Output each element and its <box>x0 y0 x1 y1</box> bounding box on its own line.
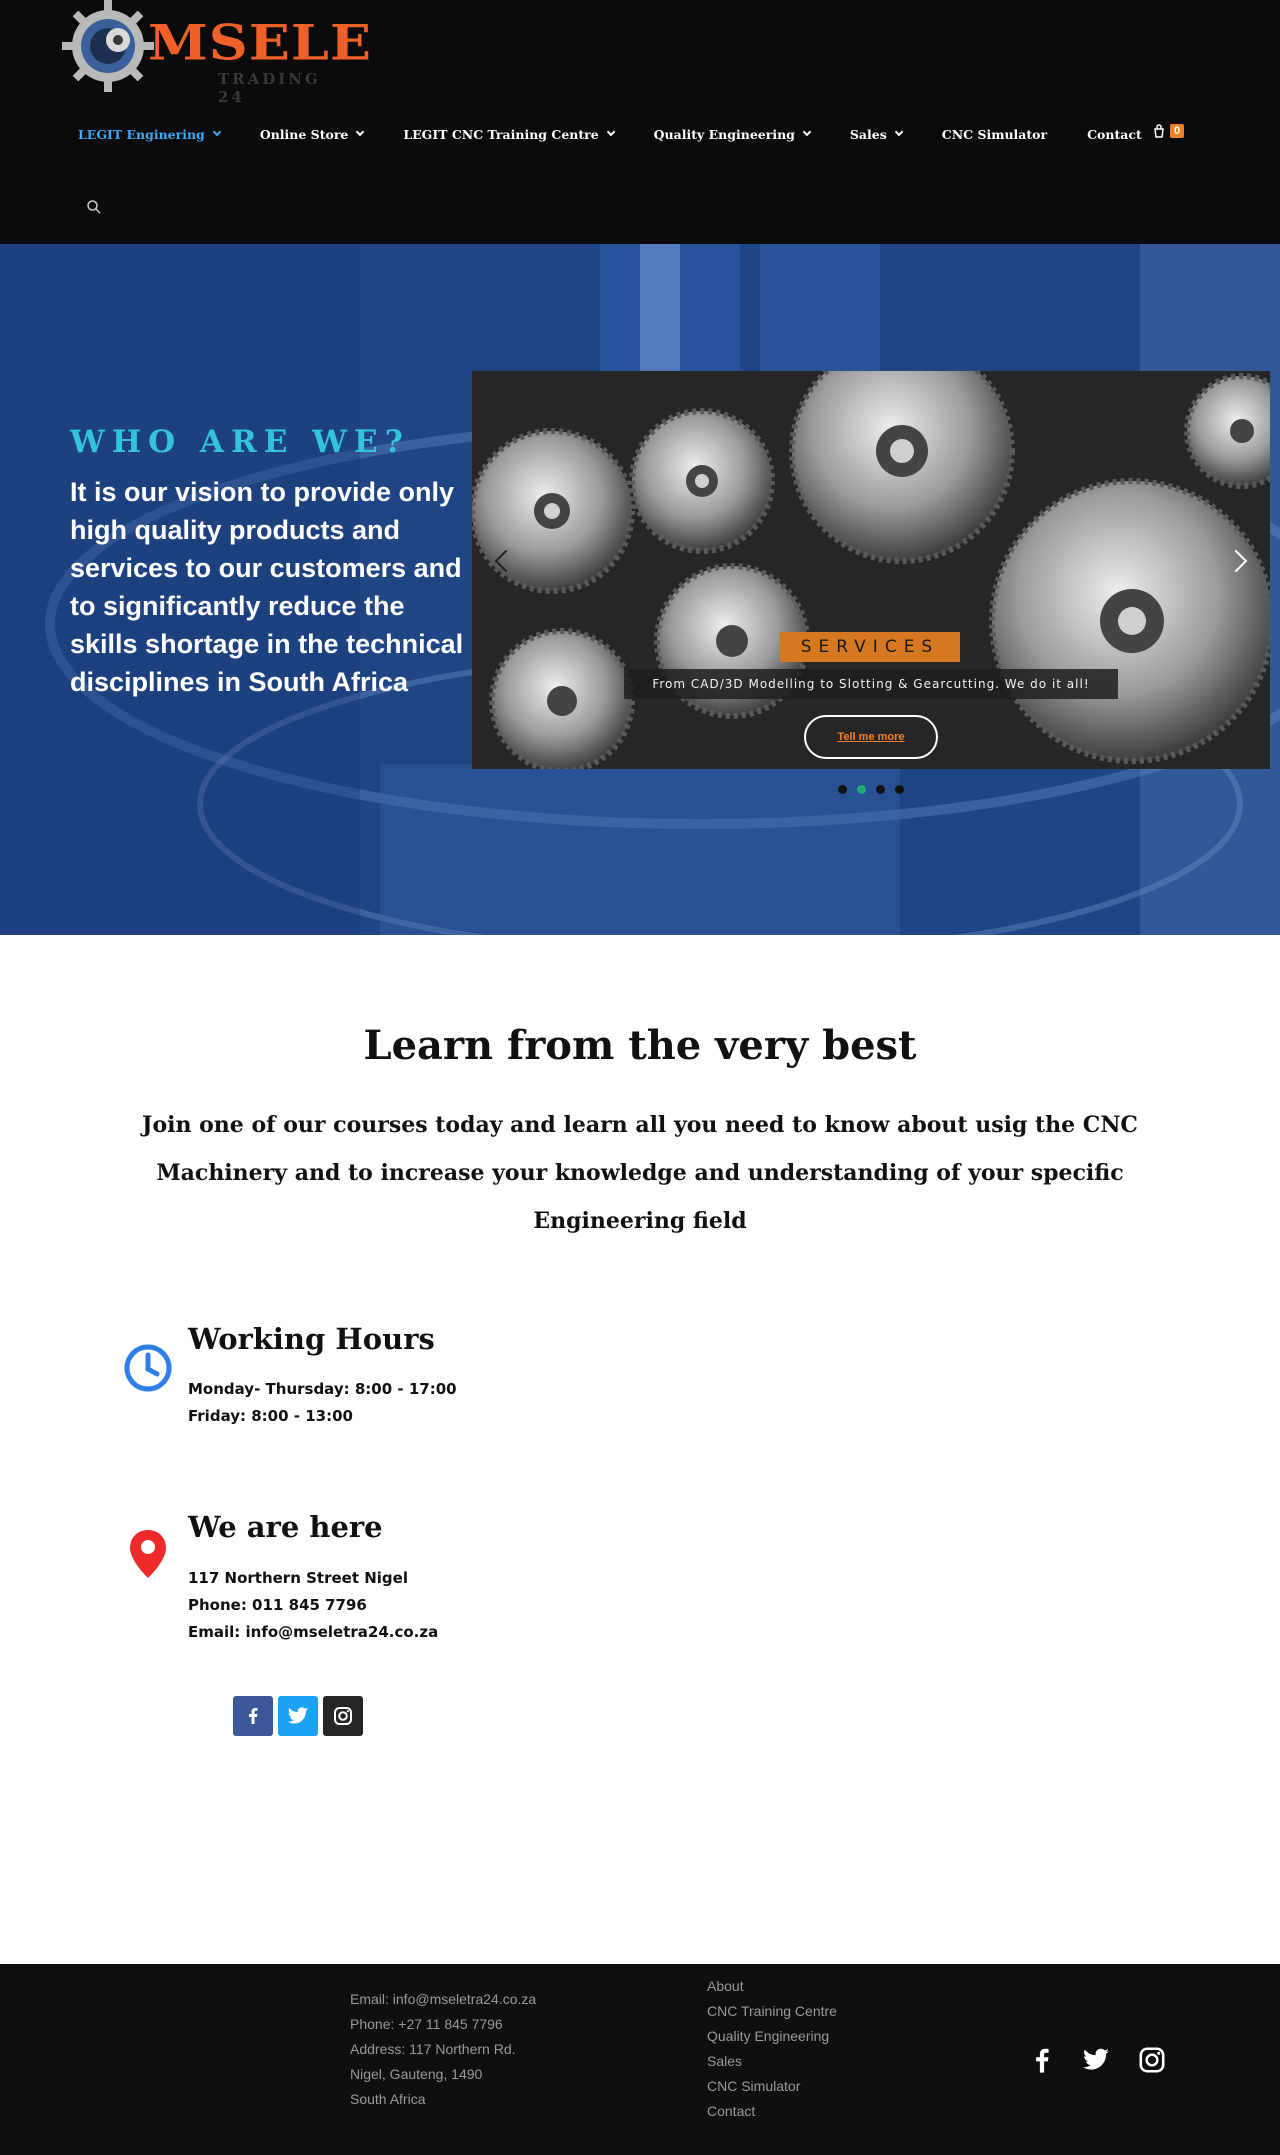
cart-count-badge: 0 <box>1170 124 1184 138</box>
footer-address: Address: 117 Northern Rd. <box>350 2041 516 2057</box>
learn-description: Join one of our courses today and learn all you need to know about usig the CNC Machinery and to increase your knowledge and understanding of your specific Engineering field <box>142 1112 1138 1234</box>
footer-city: Nigel, Gauteng, 1490 <box>350 2066 483 2082</box>
logo-subtitle: TRADING 24 <box>218 70 321 106</box>
nav-cnc-training-centre[interactable] <box>403 127 613 142</box>
chevron-down-icon <box>606 128 614 136</box>
we-are-here-heading: We are here <box>188 1510 383 1544</box>
hero-section <box>0 244 1280 935</box>
phone-line: Phone: 011 845 7796 <box>188 1596 367 1614</box>
logo-text: MSELE <box>148 13 373 72</box>
chevron-down-icon <box>803 128 811 136</box>
services-slider <box>472 371 1270 769</box>
slider-pagination <box>838 785 904 794</box>
nav-sales[interactable] <box>850 127 902 142</box>
tell-me-more-button[interactable]: Tell me more <box>804 715 938 759</box>
nav-cnc-simulator[interactable] <box>942 127 1047 142</box>
nav-label: Sales <box>849 126 887 142</box>
location-pin-icon <box>128 1528 168 1580</box>
slider-dot[interactable] <box>876 785 885 794</box>
hours-fri: Friday: 8:00 - 13:00 <box>188 1407 353 1425</box>
slider-dot[interactable] <box>838 785 847 794</box>
footer-phone[interactable]: Phone: +27 11 845 7796 <box>350 2016 503 2032</box>
search-icon[interactable] <box>86 199 102 215</box>
instagram-icon <box>333 1706 353 1726</box>
footer-link-cnc-training[interactable]: CNC Training Centre <box>707 2003 837 2019</box>
footer-facebook-icon[interactable] <box>1028 2046 1056 2074</box>
cart-button[interactable] <box>1152 124 1184 138</box>
twitter-button[interactable] <box>278 1696 318 1736</box>
footer-link-about[interactable]: About <box>707 1978 744 1994</box>
clock-icon <box>123 1343 173 1393</box>
slider-dot[interactable] <box>895 785 904 794</box>
site-logo[interactable] <box>62 0 373 106</box>
gear-logo-icon <box>62 0 154 92</box>
facebook-button[interactable] <box>233 1696 273 1736</box>
slide-caption: From CAD/3D Modelling to Slotting & Gearcutting. We do it all! <box>624 669 1118 699</box>
working-hours-heading: Working Hours <box>188 1322 435 1356</box>
footer-link-quality-engineering[interactable]: Quality Engineering <box>707 2028 830 2044</box>
footer-email[interactable]: Email: info@mseletra24.co.za <box>350 1991 537 2007</box>
chevron-down-icon <box>356 128 364 136</box>
nav-legit-engineering[interactable] <box>78 127 220 142</box>
chevron-down-icon <box>895 128 903 136</box>
twitter-icon <box>287 1706 309 1726</box>
footer-instagram-icon[interactable] <box>1138 2046 1166 2074</box>
nav-label: Contact <box>1087 126 1142 142</box>
cart-icon <box>1152 124 1166 138</box>
slider-dot-active[interactable] <box>857 785 866 794</box>
facebook-icon <box>243 1706 263 1726</box>
nav-label: Quality Engineering <box>653 126 795 142</box>
footer-link-contact[interactable]: Contact <box>707 2103 756 2119</box>
site-header <box>0 0 1280 244</box>
hours-mon-thu: Monday- Thursday: 8:00 - 17:00 <box>188 1380 457 1398</box>
vision-text: It is our vision to provide only high quality products and services to our customers and to significantly reduce the skills shortage in the technical disciplines in South Africa <box>70 477 464 697</box>
nav-contact[interactable] <box>1087 127 1142 142</box>
chevron-down-icon <box>213 128 221 136</box>
nav-quality-engineering[interactable] <box>654 127 810 142</box>
gears-image <box>472 371 1270 769</box>
footer-link-cnc-simulator[interactable]: CNC Simulator <box>707 2078 801 2094</box>
learn-heading: Learn from the very best <box>363 1022 917 1069</box>
nav-label: Online Store <box>259 126 349 142</box>
footer-twitter-icon[interactable] <box>1082 2046 1110 2074</box>
footer-country: South Africa <box>350 2091 426 2107</box>
instagram-button[interactable] <box>323 1696 363 1736</box>
nav-label: LEGIT Enginering <box>78 126 205 142</box>
who-are-we-heading: WHO ARE WE? <box>70 424 410 460</box>
main-nav <box>78 118 1142 150</box>
nav-label: LEGIT CNC Training Centre <box>403 126 599 142</box>
nav-label: CNC Simulator <box>941 126 1048 142</box>
email-line: Email: info@mseletra24.co.za <box>188 1623 439 1641</box>
nav-online-store[interactable] <box>260 127 364 142</box>
address-line: 117 Northern Street Nigel <box>188 1569 408 1587</box>
footer-link-sales[interactable]: Sales <box>707 2053 743 2069</box>
services-badge: SERVICES <box>780 632 960 662</box>
